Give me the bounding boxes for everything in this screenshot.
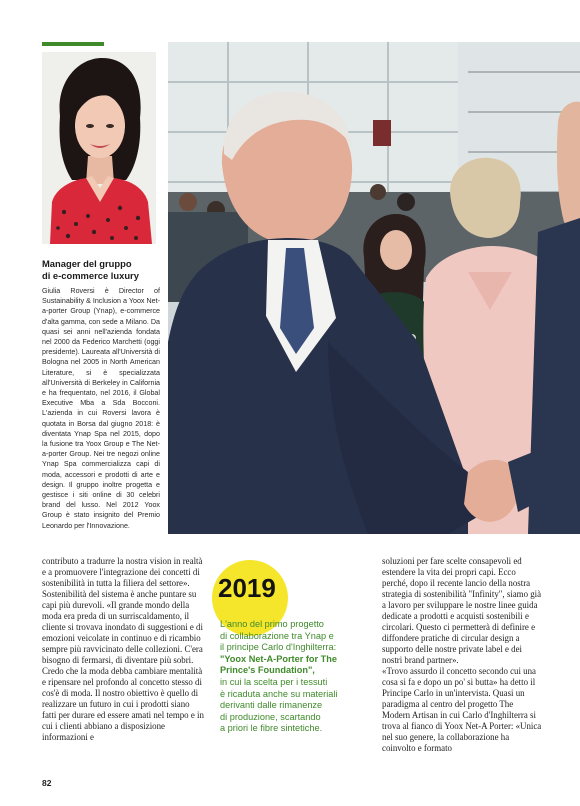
- sidebar-title: [42, 258, 160, 282]
- hero-photo: [168, 42, 580, 534]
- section-accent-rule: [42, 42, 104, 46]
- highlight-line: derivanti dalle rimanenze: [220, 700, 323, 711]
- highlight-line: L'anno del primo progetto: [220, 619, 324, 629]
- article-column-1: [42, 556, 204, 768]
- article-column-3: [382, 556, 542, 768]
- article-paragraph: Sostenibilità del sistema è anche puntare su capi più durevoli. «Il grande mondo della moda era preda di un surriscaldamento, il cliente si trovava inondato di suggestioni e di emozioni veicolate in continuo e di ricambio sempre più ravvicinato delle collezioni. C'era bisogno di fermarsi, di diventare più sobri. Credo che la moda debba cambiare mentalità e ripensare nel profondo al concetto stesso di cos'è di moda. Il nostro obiettivo è quello di realizzare un futuro in cui i prodotti siano fatti per durare ed essere amati nel tempo e in cui i clienti abbiano a disposizione informazioni e: [42, 589, 204, 742]
- highlight-year: 2019: [218, 573, 276, 603]
- sidebar-title-line-2: di e-commerce luxury: [42, 270, 139, 281]
- article-paragraph: «Trovo assurdo il concetto secondo cui una cosa si fa e dopo un po' si butta» ha detto il Principe Carlo in un'intervista. Quasi un paradigma al centro del progetto The Modern Artisan in cui Carlo d'Inghilterra si trova al fianco di Yoox Net-A Porter: «Unica nel suo genere, la collaborazione ha coinvolto e formato: [382, 666, 542, 753]
- article-paragraph: soluzioni per fare scelte consapevoli ed estendere la vita dei propri capi. Ecco perché, dopo il recente lancio della nostra strategia di sostenibilità "Infinity", siamo già a lavoro per sviluppare le nostre linee guida dedicate a prodotti e acquisti sostenibili e circolari. Questo ci permetterà di definire e diffondere pratiche di circular design a supporto delle nostre private label e dei nostri brand partner».: [382, 556, 542, 665]
- portrait-photo: [42, 52, 156, 244]
- page-number: 82: [42, 778, 52, 788]
- highlight-line: di collaborazione tra Ynap e: [220, 630, 334, 641]
- highlight-line: il principe Carlo d'Inghilterra:: [220, 642, 337, 653]
- highlight-line: a priori le fibre sintetiche.: [220, 723, 323, 734]
- article-paragraph: contributo a tradurre la nostra vision in realtà e a promuovere l'integrazione dei concetti di sostenibilità in tutta la filiera del settore».: [42, 556, 203, 588]
- highlight-line: di produzione, scartando: [220, 711, 321, 722]
- highlight-caption: [220, 619, 376, 735]
- sidebar-title-line-1: Manager del gruppo: [42, 258, 132, 269]
- highlight-project-name: Prince's Foundation",: [220, 665, 315, 676]
- highlight-line: in cui la scelta per i tessuti: [220, 676, 328, 687]
- highlight-line: è ricaduta anche su materiali: [220, 688, 338, 699]
- highlight-project-name: "Yoox Net-A-Porter for The: [220, 653, 337, 664]
- sidebar-bio: Giulia Roversi è Director of Sustainability & Inclusion a Yoox Net-a-porter Group (Ynap), e-commerce d'alta gamma, con sede a Milano. Da quasi sei anni nell'azienda fondata nel 2000 da Federico Marchetti (oggi presidente). Laureata all'Università di Bologna nel 2005 in North American Literature, si è specializzata all'Università di Berkeley in California e ha frequentato, nel 2016, il Global Executive Mba a Sda Bocconi. L'azienda in cui Roversi lavora è quotata in Borsa dal giugno 2018: è diventata Ynap Spa nel 2015, dopo la fusione tra Yoox Group e The Net-a-porter Group. Nei tre negozi online Ynap Spa commercializza capi di moda, accessori e prodotti di arte e design. Il gruppo inoltre progetta e gestisce i siti online di 30 celebri brand del lusso. Nel 2012 Yoox Group è stato insignito del Premio Leonardo per l'Innovazione.: [42, 287, 160, 530]
